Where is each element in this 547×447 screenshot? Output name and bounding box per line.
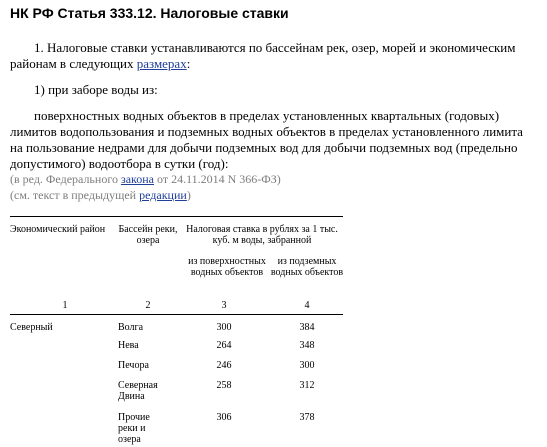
- paragraph-1-end: :: [186, 56, 191, 71]
- paragraph-3: [10, 108, 535, 172]
- previous-edition-pre: (см. текст в предыдущей: [10, 188, 137, 202]
- paragraph-3-text: поверхностных водных объектов в пределах установленных квартальных (годовых) лимитов водопользования и подземных водных объектов в пределах установленного лимита на пользование недрами для добычи подземных вод для добычи подземных вод (предельно допустимого) водоотбора в сутки (год):: [10, 108, 523, 171]
- column-number-1: 1: [62, 300, 68, 311]
- surface-rate-cell: 258: [216, 380, 232, 391]
- surface-rate-cell: 264: [216, 340, 232, 351]
- basin-cell: Прочие реки и озера: [118, 412, 150, 445]
- basin-cell: Печора: [118, 360, 149, 371]
- header-surface-water: из поверхностных водных объектов: [188, 256, 266, 278]
- ground-rate-cell: 312: [299, 380, 315, 391]
- table-top-rule: [10, 216, 343, 217]
- surface-rate-cell: 300: [216, 322, 232, 333]
- column-number-3: 3: [221, 300, 227, 311]
- header-economic-region: Экономический район: [10, 224, 106, 235]
- sizes-link[interactable]: размерах: [136, 56, 187, 71]
- column-number-2: 2: [145, 300, 151, 311]
- paragraph-1: [10, 40, 535, 72]
- paragraph-1-text: 1. Налоговые ставки устанавливаются по бассейнам рек, озер, морей и экономическим районам в следующих: [10, 40, 516, 71]
- header-tax-rate: Налоговая ставка в рублях за 1 тыс. куб. м воды, забранной: [186, 224, 338, 246]
- surface-rate-cell: 246: [216, 360, 232, 371]
- previous-edition-post: ): [186, 188, 191, 202]
- ground-rate-cell: 384: [299, 322, 315, 333]
- edition-note-pre: (в ред. Федерального: [10, 172, 118, 186]
- header-basin: Бассейн реки, озера: [118, 224, 178, 246]
- basin-cell: Северная Двина: [118, 380, 158, 402]
- table-header-rule: [10, 314, 343, 315]
- previous-edition-note: [10, 188, 535, 203]
- edition-link[interactable]: редакции: [139, 188, 187, 202]
- article-title: НК РФ Статья 333.12. Налоговые ставки: [10, 5, 289, 21]
- ground-rate-cell: 378: [299, 412, 315, 423]
- basin-cell: Нева: [118, 340, 139, 351]
- ground-rate-cell: 300: [299, 360, 315, 371]
- header-ground-water: из подземных водных объектов: [270, 256, 344, 278]
- ground-rate-cell: 348: [299, 340, 315, 351]
- law-link[interactable]: закона: [120, 172, 154, 186]
- region-cell: Северный: [10, 322, 53, 333]
- edition-note: [10, 172, 535, 187]
- basin-cell: Волга: [118, 322, 144, 333]
- column-number-4: 4: [304, 300, 310, 311]
- paragraph-2: 1) при заборе воды из:: [34, 82, 158, 97]
- surface-rate-cell: 306: [216, 412, 232, 423]
- edition-note-post: от 24.11.2014 N 366-ФЗ): [157, 172, 281, 186]
